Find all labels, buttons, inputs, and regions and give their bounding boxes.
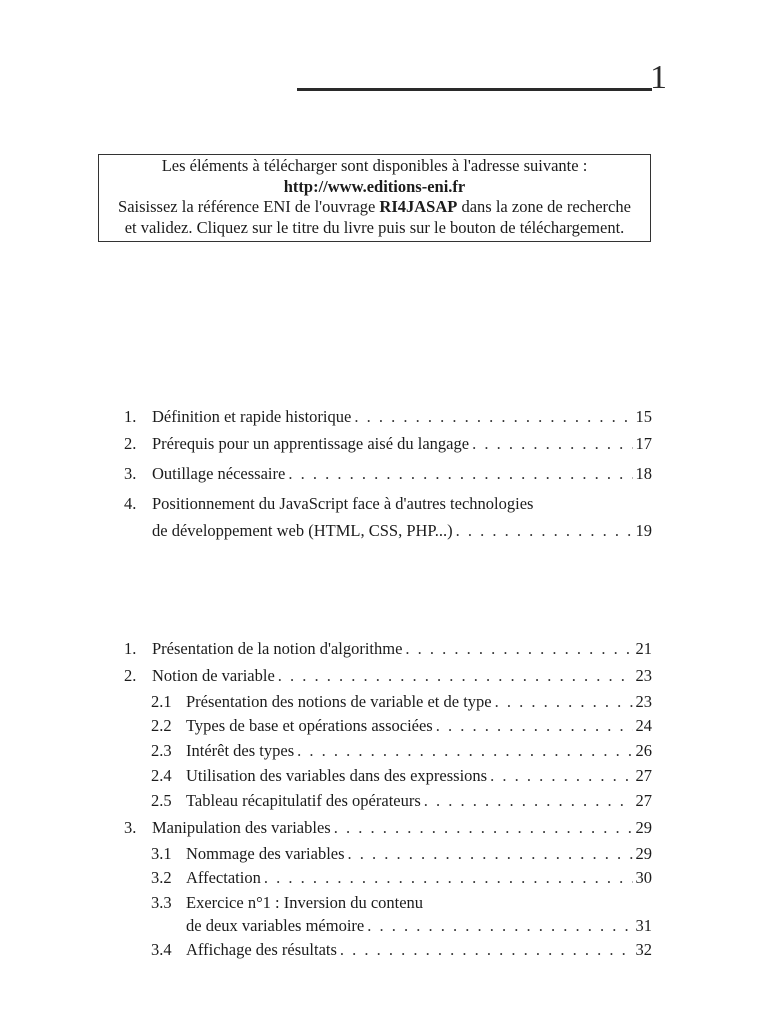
toc-subentry-title: Affectation	[186, 868, 261, 887]
toc-subentry[interactable]	[124, 865, 652, 890]
dot-leader	[436, 713, 633, 738]
toc-subentry-number: 2.1	[151, 692, 172, 711]
toc-subentry-title-line-2: de deux variables mémoire	[186, 916, 365, 935]
toc-subentry-number: 2.5	[151, 791, 172, 810]
toc-subentry[interactable]	[124, 890, 652, 937]
toc-subentry[interactable]	[124, 713, 652, 738]
toc-subentry-page: 32	[635, 940, 652, 959]
toc-chapter-1	[124, 405, 652, 543]
dot-leader	[495, 691, 633, 713]
toc-subentry-title: Types de base et opérations associées	[186, 716, 433, 735]
toc-subentry-title-line-1: Exercice n°1 : Inversion du contenu	[186, 893, 424, 912]
toc-entry-number: 2.	[124, 666, 137, 685]
download-notice-box	[98, 154, 651, 242]
toc-entry-title: Notion de variable	[152, 666, 275, 685]
toc-entry[interactable]	[124, 459, 652, 489]
toc-subentry-title: Utilisation des variables dans des expressions	[186, 766, 488, 785]
dot-leader	[490, 763, 632, 788]
toc-entry-page: 19	[635, 521, 652, 540]
toc-subentry[interactable]	[124, 788, 652, 813]
dot-leader	[297, 738, 632, 763]
toc-entry-title-line-2: de développement web (HTML, CSS, PHP...)	[152, 521, 453, 540]
dot-leader	[348, 843, 633, 865]
download-notice-line-4: et validez. Cliquez sur le titre du livre puis sur le bouton de téléchargement.	[124, 217, 625, 237]
toc-entry-page: 17	[635, 434, 652, 453]
toc-subentry-number: 3.2	[151, 868, 172, 887]
dot-leader	[334, 813, 633, 843]
toc-subentry-page: 30	[635, 868, 652, 887]
toc-subentry-number: 2.2	[151, 716, 172, 735]
toc-entry[interactable]	[124, 405, 652, 429]
toc-subentry-page: 26	[635, 741, 652, 760]
toc-chapter-2	[124, 637, 652, 962]
toc-entry-title: Outillage nécessaire	[152, 464, 286, 483]
toc-subentry-page: 24	[635, 716, 652, 735]
toc-entry-page: 15	[635, 407, 652, 426]
toc-subentry[interactable]	[124, 763, 652, 788]
toc-entry-page: 23	[635, 666, 652, 685]
toc-entry-number: 1.	[124, 407, 137, 426]
toc-entry-number: 3.	[124, 818, 137, 837]
toc-subentry-number: 3.4	[151, 940, 172, 959]
toc-entry-title: Définition et rapide historique	[152, 407, 352, 426]
toc-subentry-page: 29	[635, 844, 652, 863]
toc-entry-number: 1.	[124, 639, 137, 658]
toc-entry-title-line-1: Positionnement du JavaScript face à d'autres technologies	[152, 494, 534, 513]
header-rule	[297, 88, 652, 91]
book-reference: RI4JASAP	[379, 197, 458, 216]
toc-entry-title: Prérequis pour un apprentissage aisé du langage	[152, 434, 470, 453]
dot-leader	[424, 788, 633, 813]
dot-leader	[340, 937, 633, 962]
toc-subentry-title: Intérêt des types	[186, 741, 295, 760]
dot-leader	[264, 865, 633, 890]
dot-leader	[472, 429, 632, 459]
toc-subentry-title: Affichage des résultats	[186, 940, 337, 959]
toc-entry-title: Manipulation des variables	[152, 818, 331, 837]
toc-subentry-title: Tableau récapitulatif des opérateurs	[186, 791, 421, 810]
toc-entry-number: 2.	[124, 434, 137, 453]
toc-subentry-page: 31	[635, 916, 652, 935]
toc-subentry[interactable]	[124, 937, 652, 962]
toc-entry-title: Présentation de la notion d'algorithme	[152, 639, 403, 658]
dot-leader	[278, 661, 633, 691]
toc-subentry-page: 23	[635, 692, 652, 711]
dot-leader	[367, 915, 632, 937]
dot-leader	[354, 405, 632, 429]
toc-entry-number: 4.	[124, 494, 137, 513]
toc-entry[interactable]	[124, 813, 652, 843]
toc-entry[interactable]	[124, 489, 652, 543]
toc-entry[interactable]	[124, 661, 652, 691]
toc-subentry-number: 3.3	[151, 893, 172, 912]
download-notice-line-1: Les éléments à télécharger sont disponibles à l'adresse suivante :	[161, 156, 588, 175]
toc-entry-number: 3.	[124, 464, 137, 483]
toc-entry[interactable]	[124, 429, 652, 459]
download-url-link[interactable]: http://www.editions-eni.fr	[283, 176, 466, 196]
chapter-number: 1	[650, 59, 667, 96]
toc-subentry-title: Présentation des notions de variable et de type	[186, 692, 492, 711]
toc-subentry[interactable]	[124, 691, 652, 713]
dot-leader	[405, 637, 632, 661]
dot-leader	[288, 459, 632, 489]
toc-subentry[interactable]	[124, 738, 652, 763]
toc-subentry-number: 2.3	[151, 741, 172, 760]
toc-entry[interactable]	[124, 637, 652, 661]
download-notice-line-3: Saisissez la référence ENI de l'ouvrage RI4JASAP dans la zone de recherche	[118, 197, 631, 216]
toc-subentry-number: 3.1	[151, 844, 172, 863]
toc-entry-page: 29	[635, 818, 652, 837]
toc-subentry-number: 2.4	[151, 766, 172, 785]
toc-entry-page: 18	[635, 464, 652, 483]
dot-leader	[456, 519, 633, 543]
toc-subentry[interactable]	[124, 843, 652, 865]
toc-subentry-page: 27	[635, 766, 652, 785]
toc-entry-page: 21	[635, 639, 652, 658]
toc-subentry-title: Nommage des variables	[186, 844, 345, 863]
toc-subentry-page: 27	[635, 791, 652, 810]
